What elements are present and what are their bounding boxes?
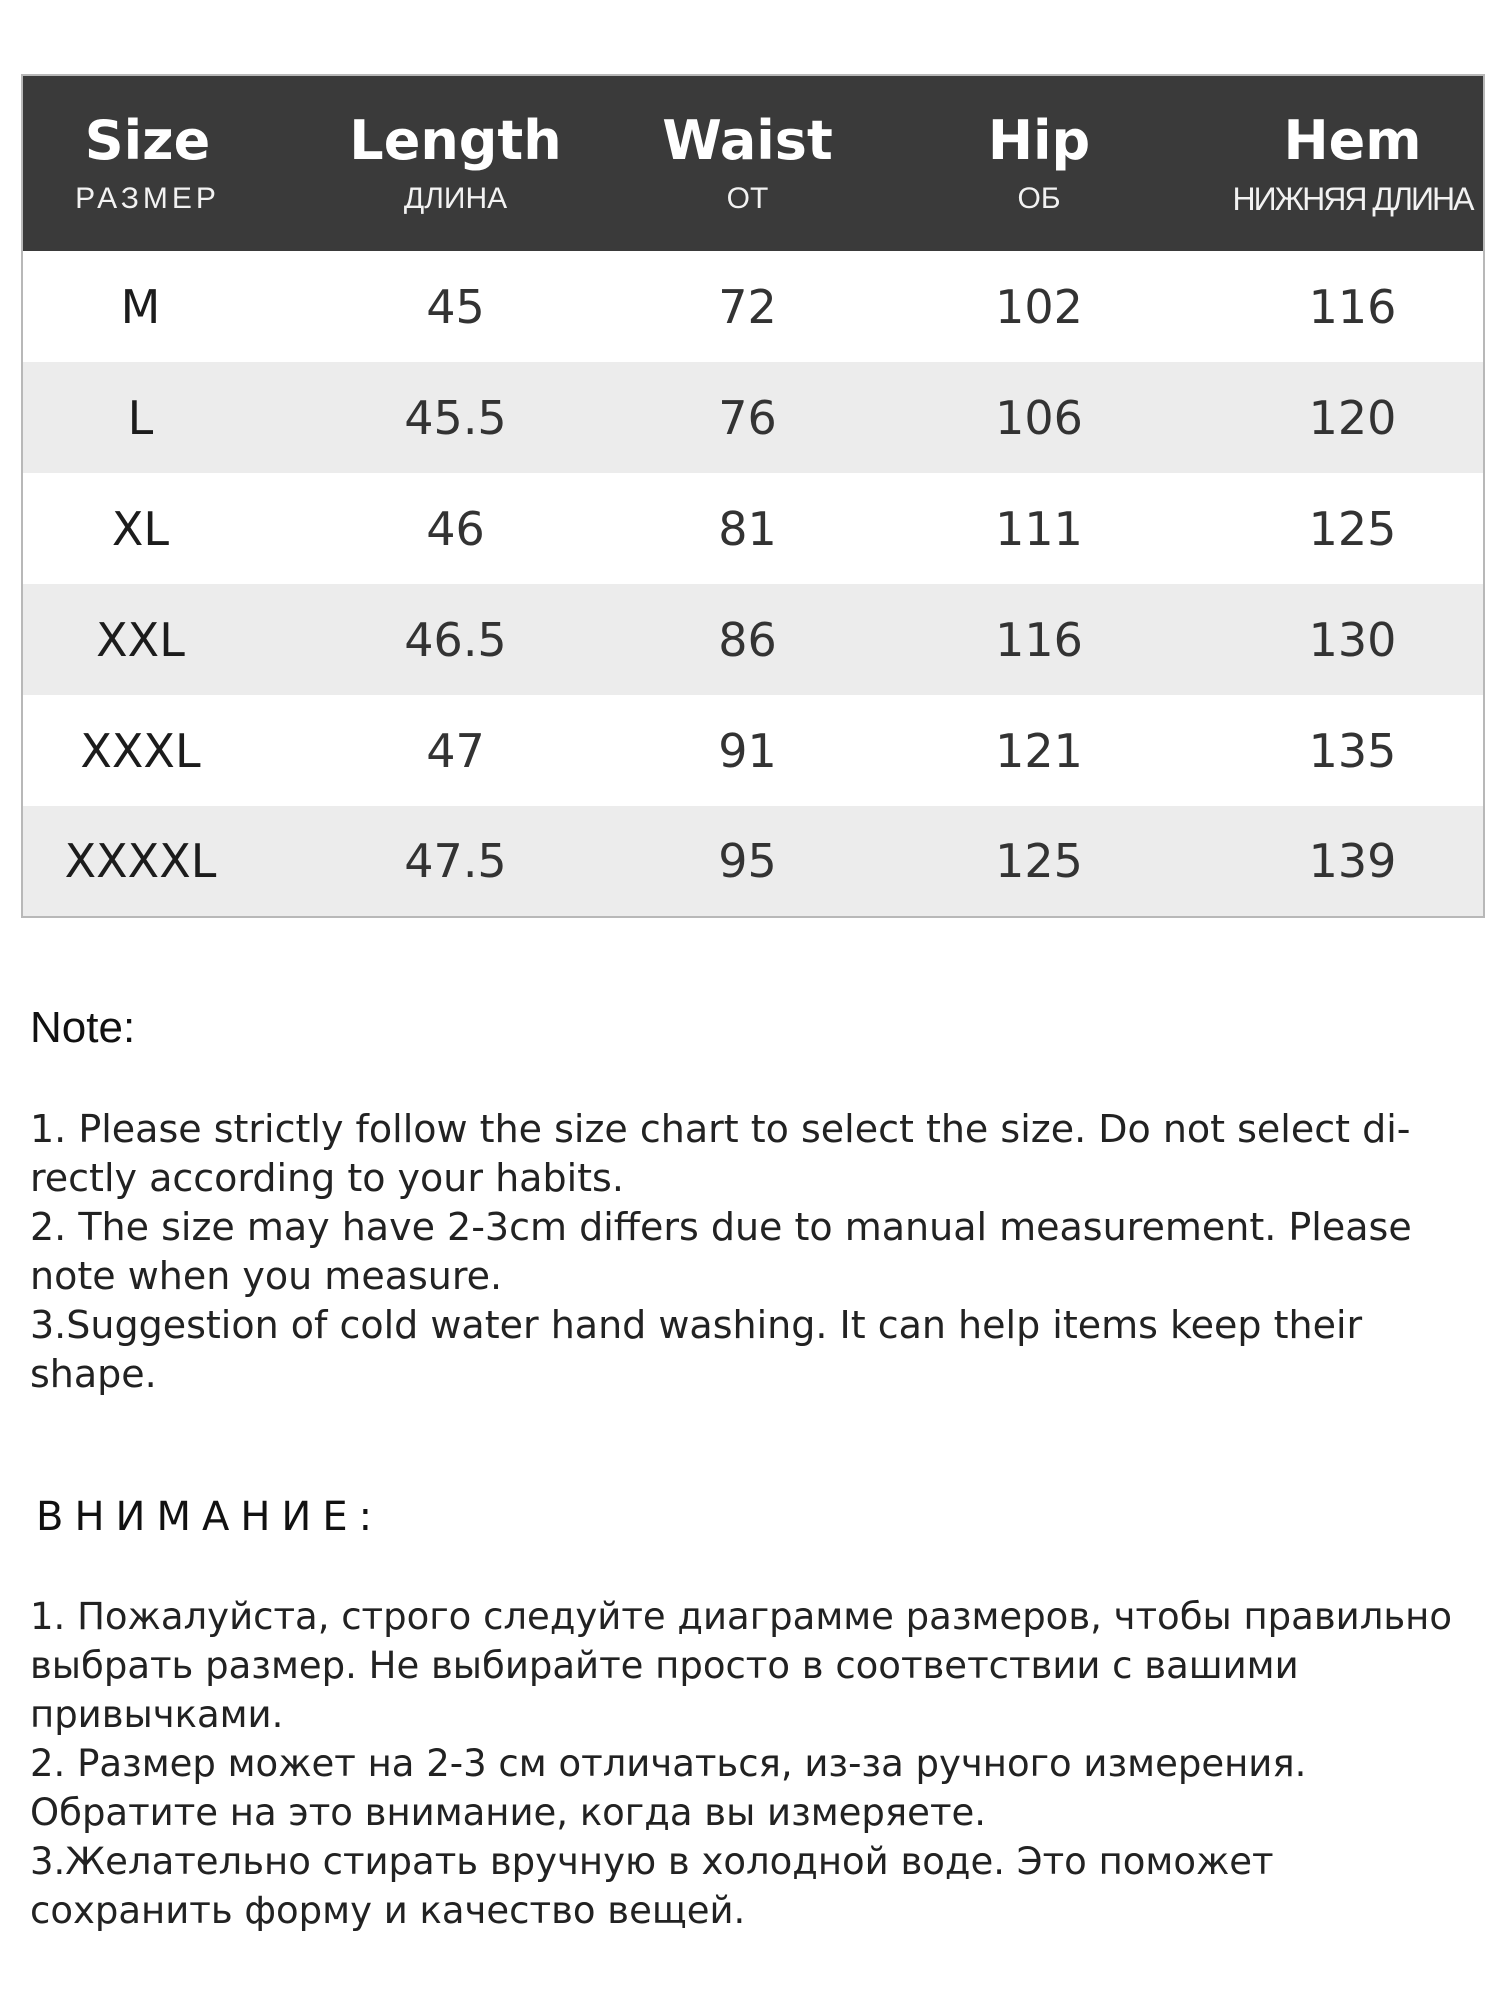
note-line: shape. [30, 1352, 157, 1396]
header-size-en: Size [84, 108, 211, 172]
hip-cell: 106 [995, 390, 1083, 445]
notice-ru-line: сохранить форму и качество вещей. [30, 1889, 746, 1932]
notice-ru-line: выбрать размер. Не выбирайте просто в соответствии с вашими [30, 1644, 1299, 1687]
waist-cell: 95 [718, 834, 777, 888]
waist-cell: 86 [718, 612, 777, 667]
notice-ru-body [30, 1592, 1480, 1935]
header-length-en: Length [349, 108, 562, 172]
table-row [22, 695, 1484, 806]
hip-cell: 116 [995, 612, 1083, 667]
note-line: 1. Please strictly follow the size chart to select the size. Do not select di- [30, 1107, 1411, 1151]
table-row [22, 584, 1484, 695]
length-cell: 47 [426, 723, 485, 778]
table-row [22, 362, 1484, 473]
header-size [22, 75, 272, 251]
note-title: Note: [30, 1003, 136, 1052]
hip-cell: 111 [995, 501, 1083, 556]
size-cell: L [127, 390, 154, 445]
size-cell: XXXL [80, 723, 201, 778]
length-cell: 45 [426, 279, 485, 334]
notice-ru-line: Обратите на это внимание, когда вы измеряете. [30, 1791, 987, 1834]
notice-ru-line: привычками. [30, 1693, 284, 1736]
size-cell: XXXXL [64, 834, 217, 888]
notice-ru-title: ВНИМАНИЕ: [36, 1494, 384, 1540]
note-line: 3.Suggestion of cold water hand washing. It can help items keep their [30, 1303, 1363, 1347]
hip-cell: 121 [995, 723, 1083, 778]
table-row [22, 473, 1484, 584]
waist-cell: 91 [718, 723, 777, 778]
waist-cell: 76 [718, 390, 777, 445]
length-cell: 46 [426, 501, 485, 556]
header-hem-en: Hem [1283, 108, 1422, 172]
note-body [30, 1105, 1470, 1399]
length-cell: 47.5 [404, 834, 507, 888]
notice-ru-line: 3.Желательно стирать вручную в холодной воде. Это поможет [30, 1840, 1274, 1883]
table-row [22, 806, 1484, 917]
header-hem [1222, 75, 1484, 251]
hem-cell: 120 [1308, 390, 1397, 445]
header-waist [639, 75, 856, 251]
hip-cell: 125 [995, 834, 1083, 888]
table-row [22, 251, 1484, 362]
hem-cell: 125 [1308, 501, 1397, 556]
notice-ru-line: 1. Пожалуйста, строго следуйте диаграмме размеров, чтобы правильно [30, 1595, 1452, 1638]
hem-cell: 135 [1308, 723, 1397, 778]
note-line: 2. The size may have 2-3cm differs due to manual measurement. Please [30, 1205, 1412, 1249]
waist-cell: 72 [718, 279, 777, 334]
header-size-ru: РАЗМЕР [75, 181, 220, 215]
header-waist-en: Waist [662, 108, 833, 172]
header-hip-en: Hip [987, 108, 1091, 172]
size-chart-table [21, 74, 1485, 918]
size-cell: XL [111, 501, 170, 556]
size-cell: XXL [96, 612, 185, 667]
note-line: rectly according to your habits. [30, 1156, 624, 1200]
table-header-row [22, 75, 1484, 251]
header-length [272, 75, 639, 251]
hem-cell: 130 [1308, 612, 1397, 667]
header-hip-ru: ОБ [1017, 181, 1061, 215]
note-line: note when you measure. [30, 1254, 503, 1298]
hip-cell: 102 [995, 279, 1083, 334]
waist-cell: 81 [718, 501, 777, 556]
header-waist-ru: ОТ [726, 181, 769, 215]
length-cell: 46.5 [404, 612, 507, 667]
hem-cell: 139 [1308, 834, 1397, 888]
header-hip [856, 75, 1222, 251]
notice-ru-line: 2. Размер может на 2-3 см отличаться, из-за ручного измерения. [30, 1742, 1307, 1785]
header-length-ru: ДЛИНА [403, 181, 508, 215]
header-hem-ru: НИЖНЯЯ ДЛИНА [1232, 180, 1473, 217]
length-cell: 45.5 [404, 390, 507, 445]
size-cell: M [120, 279, 161, 334]
hem-cell: 116 [1308, 279, 1397, 334]
